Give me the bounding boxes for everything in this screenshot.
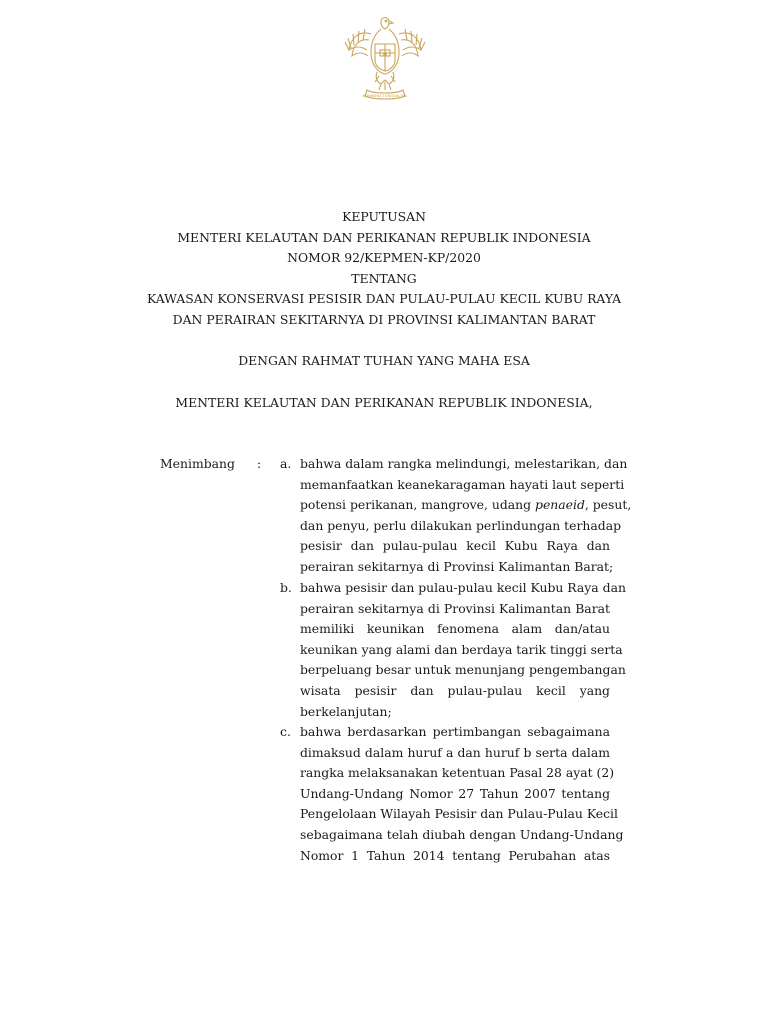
item-b-line-2: perairan sekitarnya di Provinsi Kalimantan Barat [300, 600, 610, 616]
item-c-line-6: sebagaimana telah diubah dengan Undang-Undang [300, 826, 624, 842]
garuda-emblem-icon [341, 12, 429, 104]
item-c-line-3: rangka melaksanakan ketentuan Pasal 28 ayat (2) [300, 765, 615, 781]
item-c-line-5: Pengelolaan Wilayah Pesisir dan Pulau-Pulau Kecil [300, 806, 618, 822]
item-c-line-7: Nomor 1 Tahun 2014 tentang Perubahan atas [300, 847, 610, 863]
item-a-line-6: perairan sekitarnya di Provinsi Kalimantan Barat; [300, 558, 614, 574]
menimbang-label: Menimbang [160, 456, 235, 471]
title-subject-line-2: DAN PERAIRAN SEKITARNYA DI PROVINSI KALIMANTAN BARAT [172, 311, 596, 327]
menteri-line: MENTERI KELAUTAN DAN PERIKANAN REPUBLIK INDONESIA, [175, 395, 593, 410]
decree-title-block [0, 207, 768, 331]
item-letter: c. [280, 724, 291, 739]
title-keputusan: KEPUTUSAN [342, 209, 426, 224]
item-c-line-2: dimaksud dalam huruf a dan huruf b serta dalam [300, 744, 610, 760]
title-nomor: NOMOR 92/KEPMEN-KP/2020 [287, 250, 481, 266]
title-subject-line-1: KAWASAN KONSERVASI PESISIR DAN PULAU-PULAU KECIL KUBU RAYA [146, 291, 622, 307]
item-c-line-4: Undang-Undang Nomor 27 Tahun 2007 tentang [300, 785, 610, 801]
item-a-line-3-text: potensi perikanan, mangrove, udang [300, 497, 536, 513]
rahmat-line: DENGAN RAHMAT TUHAN YANG MAHA ESA [238, 353, 530, 368]
item-b-line-6: wisata pesisir dan pulau-pulau kecil yang [300, 682, 610, 698]
item-a-line-5: pesisir dan pulau-pulau kecil Kubu Raya dan [300, 538, 610, 554]
item-a-line-4: dan penyu, perlu dilakukan perlindungan terhadap [300, 517, 622, 533]
title-menteri: MENTERI KELAUTAN DAN PERIKANAN REPUBLIK INDONESIA [177, 229, 591, 245]
menimbang-colon: : [257, 456, 262, 471]
item-letter: b. [280, 580, 292, 595]
item-a-line-1: bahwa dalam rangka melindungi, melestarikan, dan [300, 456, 628, 471]
item-c-line-1: bahwa berdasarkan pertimbangan sebagaimana [300, 724, 610, 739]
item-a-line-3-tail: , pesut, [584, 497, 632, 513]
title-tentang: TENTANG [351, 270, 417, 286]
item-b-line-3: memiliki keunikan fenomena alam dan/atau [300, 621, 610, 637]
emblem-motto: BHINNEKA TUNGGAL IKA [362, 94, 408, 98]
item-b-line-5: berpeluang besar untuk menunjang pengembangan [300, 662, 626, 678]
item-b-line-4: keunikan yang alami dan berdaya tarik tinggi serta [300, 641, 623, 657]
italic-term: penaeid [535, 497, 585, 513]
item-b-line-7: berkelanjutan; [300, 703, 392, 719]
item-letter: a. [280, 456, 292, 471]
item-body [300, 578, 626, 722]
item-a-line-2: memanfaatkan keanekaragaman hayati laut seperti [300, 476, 625, 492]
item-body [300, 454, 632, 578]
item-body [300, 722, 624, 866]
item-a-line-3 [300, 495, 632, 516]
item-b-line-1: bahwa pesisir dan pulau-pulau kecil Kubu Raya dan [300, 580, 626, 595]
